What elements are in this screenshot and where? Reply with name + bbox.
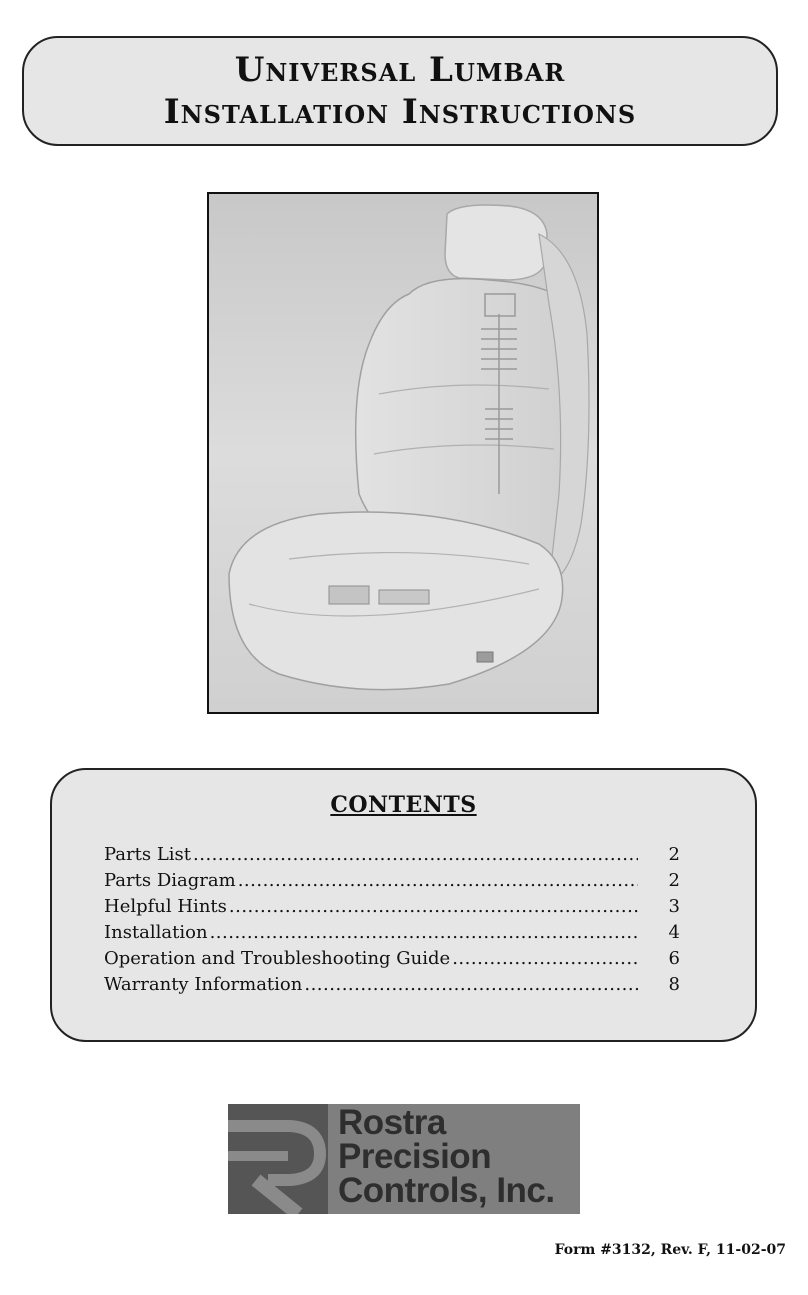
title-line-1: Universal Lumbar	[234, 50, 566, 90]
seat-illustration	[207, 192, 599, 714]
toc-label: Installation	[104, 922, 208, 943]
toc-entry	[104, 974, 680, 1000]
toc-leader-dots	[229, 896, 638, 917]
toc-page-number: 3	[668, 896, 680, 917]
toc-label: Operation and Troubleshooting Guide	[104, 948, 451, 969]
r-logo-icon	[228, 1104, 328, 1214]
logo-line-2: Precision	[338, 1137, 492, 1176]
title-banner	[22, 36, 778, 146]
contents-heading: CONTENTS	[330, 792, 477, 818]
toc-entry	[104, 844, 680, 870]
toc-leader-dots	[238, 870, 638, 891]
toc-label: Warranty Information	[104, 974, 303, 995]
toc-label: Parts Diagram	[104, 870, 236, 891]
toc-page-number: 4	[668, 922, 680, 943]
toc-leader-dots	[193, 844, 638, 865]
toc-leader-dots	[304, 974, 638, 995]
title-line-2: Installation Instructions	[163, 92, 637, 132]
toc-label: Parts List	[104, 844, 192, 865]
toc-leader-dots	[210, 922, 638, 943]
toc-page-number: 2	[668, 870, 680, 891]
logo-line-1: Rostra	[338, 1103, 446, 1142]
company-logo	[228, 1104, 580, 1214]
table-of-contents	[104, 844, 680, 1000]
logo-text	[328, 1104, 555, 1214]
toc-page-number: 8	[668, 974, 680, 995]
toc-label: Helpful Hints	[104, 896, 227, 917]
seat-drawing	[209, 194, 597, 712]
toc-leader-dots	[452, 948, 638, 969]
toc-page-number: 6	[668, 948, 680, 969]
toc-entry	[104, 922, 680, 948]
logo-line-3: Controls, Inc.	[338, 1171, 555, 1210]
contents-panel	[50, 768, 757, 1042]
toc-entry	[104, 948, 680, 974]
form-number: Form #3132, Rev. F, 11-02-07	[554, 1242, 786, 1258]
toc-page-number: 2	[668, 844, 680, 865]
toc-entry	[104, 896, 680, 922]
toc-entry	[104, 870, 680, 896]
